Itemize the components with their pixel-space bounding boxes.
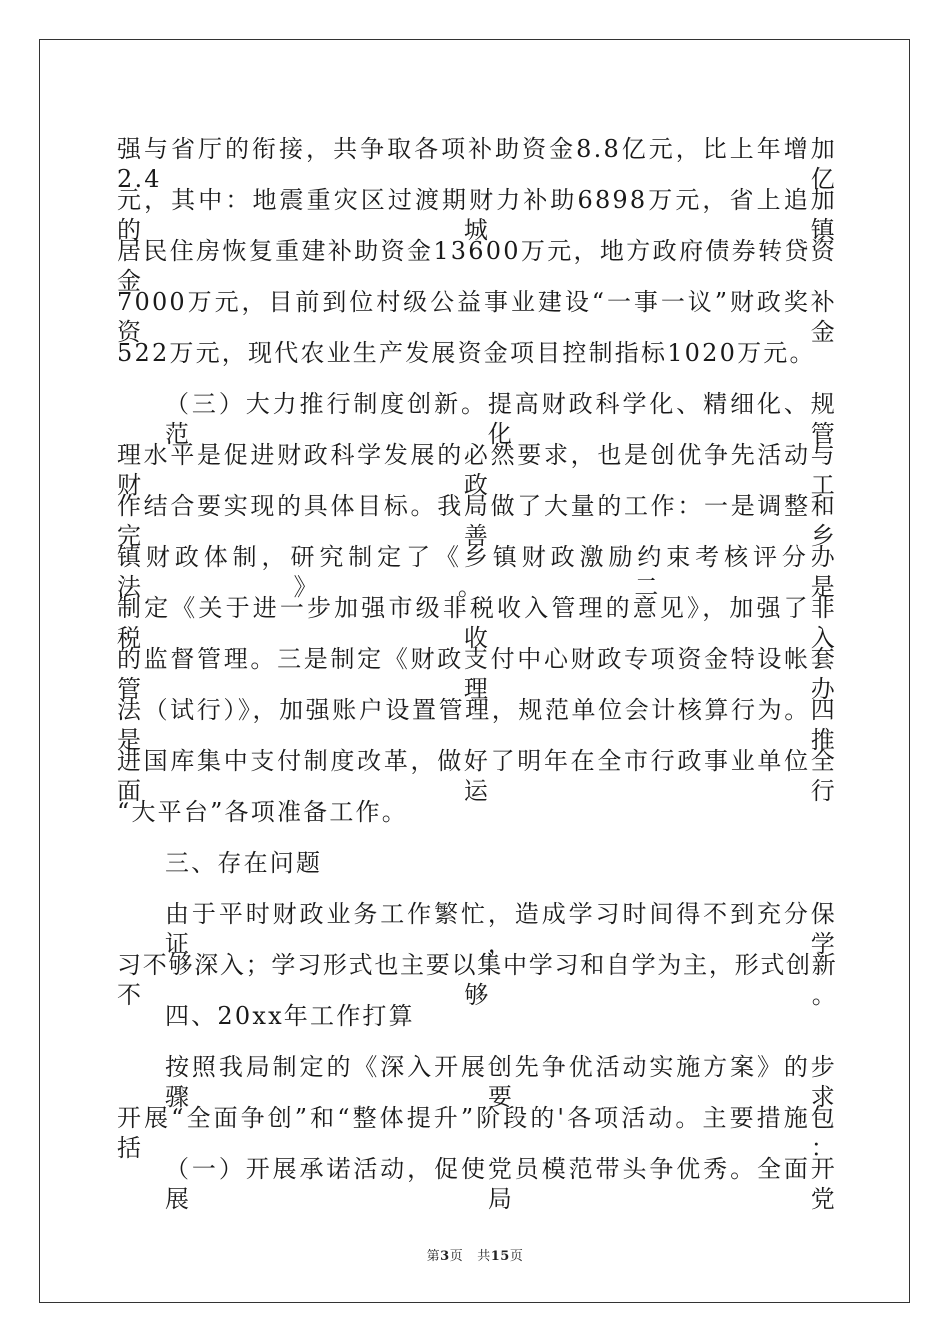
text-line: 开展“全面争创”和“整体提升”阶段的'各项活动。主要措施包括： [117,1104,837,1162]
total-prefix: 共 [477,1249,491,1264]
page-footer [0,1245,950,1264]
text-line: 进国库集中支付制度改革，做好了明年在全市行政事业单位全面运行 [117,747,837,805]
page-total: 15 [490,1249,510,1264]
section-heading: 三、存在问题 [165,849,323,877]
text-line: 的监督管理。三是制定《财政支付中心财政专项资金特设帐套管理办 [117,645,837,703]
total-unit: 页 [509,1249,524,1264]
page-current: 3 [440,1249,450,1264]
text-line: 镇财政体制，研究制定了《乡镇财政激励约束考核评分办法》。二是 [117,543,837,601]
text-line: 元，其中：地震重灾区过渡期财力补助6898万元，省上追加的城镇 [117,186,837,244]
paragraph-start-line: （三）大力推行制度创新。提高财政科学化、精细化、规范化管 [165,390,837,448]
text-line: 理水平是促进财政科学发展的必然要求，也是创优争先活动与财政工 [117,441,837,499]
section-heading: 四、20xx年工作打算 [165,1002,415,1030]
text-line: 法（试行）》，加强账户设置管理，规范单位会计核算行为。四是推 [117,696,837,754]
text-line: “大平台”各项准备工作。 [117,798,408,826]
text-line: 作结合要实现的具体目标。我局做了大量的工作：一是调整和完善乡 [117,492,837,550]
page-prefix: 第 [426,1249,441,1264]
paragraph-start-line: 由于平时财政业务工作繁忙，造成学习时间得不到充分保证，学 [165,900,837,958]
text-line: 522万元，现代农业生产发展资金项目控制指标1020万元。 [117,339,816,367]
paragraph-start-line: （一）开展承诺活动，促使党员模范带头争优秀。全面开展局党 [165,1155,837,1213]
text-line: 7000万元，目前到位村级公益事业建设“一事一议”财政奖补资金 [117,288,837,346]
text-line: 强与省厅的衔接，共争取各项补助资金8.8亿元，比上年增加2.4亿 [117,135,837,193]
page-unit: 页 [449,1249,464,1264]
text-line: 居民住房恢复重建补助资金13600万元，地方政府债券转贷资金 [117,237,837,295]
text-line: 制定《关于进一步加强市级非税收入管理的意见》，加强了非税收入 [117,594,837,652]
text-line: 习不够深入；学习形式也主要以集中学习和自学为主，形式创新不够。 [117,951,837,1009]
paragraph-start-line: 按照我局制定的《深入开展创先争优活动实施方案》的步骤要求 [165,1053,837,1111]
